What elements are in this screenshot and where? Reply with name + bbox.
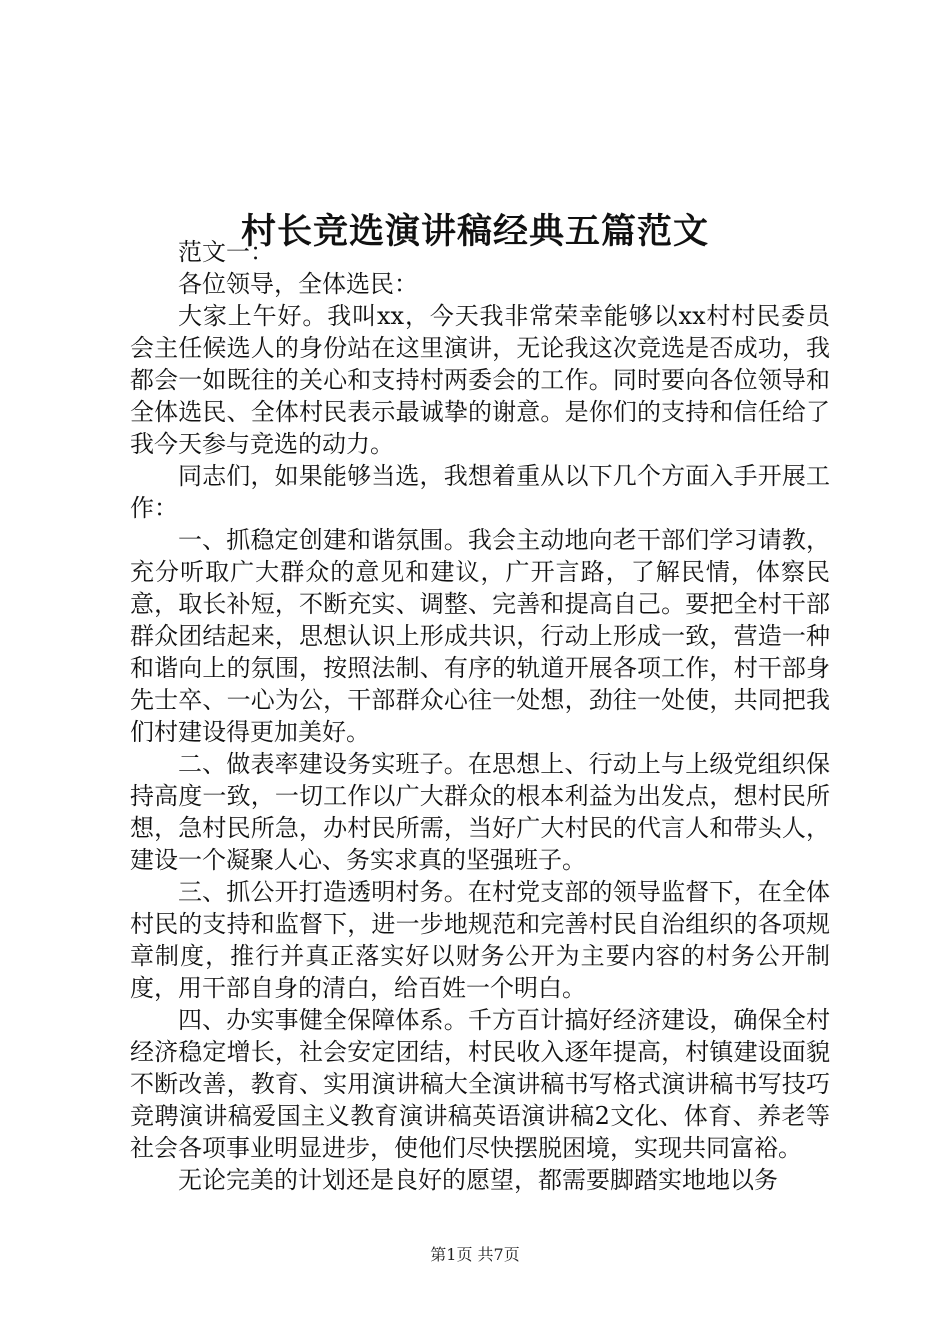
document-body xyxy=(130,236,830,1196)
paragraph-point-2: 二、做表率建设务实班子。在思想上、行动上与上级党组织保持高度一致，一切工作以广大群众的根本利益为出发点，想村民所想，急村民所急，办村民所需，当好广大村民的代言人和带头人，建设一个凝聚人心、务实求真的坚强班子。 xyxy=(130,750,830,874)
paragraph-plan-intro: 同志们，如果能够当选，我想着重从以下几个方面入手开展工作： xyxy=(130,462,830,522)
document-title: 村长竞选演讲稿经典五篇范文 xyxy=(240,211,709,253)
paragraph-point-3: 三、抓公开打造透明村务。在村党支部的领导监督下，在全体村民的支持和监督下，进一步地规范和完善村民自治组织的各项规章制度，推行并真正落实好以财务公开为主要内容的村务公开制度，用干部自身的清白，给百姓一个明白。 xyxy=(130,878,830,1002)
page-number: 第1页 共7页 xyxy=(430,1245,520,1264)
paragraph-salutation: 各位领导，全体选民： xyxy=(178,270,418,298)
paragraph-point-4: 四、办实事健全保障体系。千方百计搞好经济建设，确保全村经济稳定增长，社会安定团结，村民收入逐年提高，村镇建设面貌不断改善，教育、实用演讲稿大全演讲稿书写格式演讲稿书写技巧竞聘演讲稿爱国主义教育演讲稿英语演讲稿2文化、体育、养老等社会各项事业明显进步，使他们尽快摆脱困境，实现共同富裕。 xyxy=(130,1006,830,1162)
paragraph-closing: 无论完美的计划还是良好的愿望，都需要脚踏实地地以务 xyxy=(178,1166,778,1194)
paragraph-point-1: 一、抓稳定创建和谐氛围。我会主动地向老干部们学习请教，充分听取广大群众的意见和建议，广开言路，了解民情，体察民意，取长补短，不断充实、调整、完善和提高自己。要把全村干部群众团结起来，思想认识上形成共识，行动上形成一致，营造一种和谐向上的氛围，按照法制、有序的轨道开展各项工作，村干部身先士卒、一心为公，干部群众心往一处想，劲往一处使，共同把我们村建设得更加美好。 xyxy=(130,526,830,746)
paragraph-intro: 大家上午好。我叫xx，今天我非常荣幸能够以xx村村民委员会主任候选人的身份站在这里演讲，无论我这次竞选是否成功，我都会一如既往的关心和支持村两委会的工作。同时要向各位领导和全体选民、全体村民表示最诚挚的谢意。是你们的支持和信任给了我今天参与竞选的动力。 xyxy=(130,302,830,458)
paragraph-heading: 范文一： xyxy=(178,238,274,266)
